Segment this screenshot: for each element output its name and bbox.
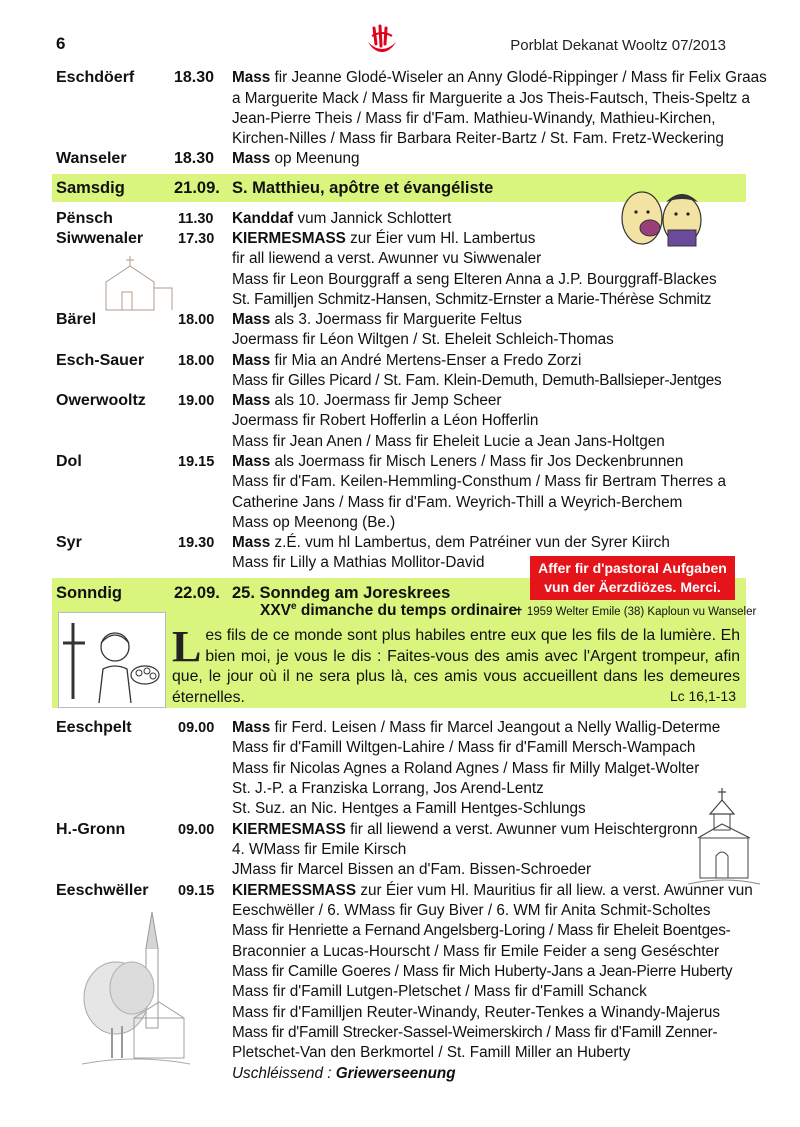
mass-time: 19.30 [178,535,215,551]
place-name: Siwwenaler [56,230,144,247]
closing-line: Uschléissend : Griewerseenung [232,1065,456,1082]
place-name: Dol [56,453,82,470]
entry-line: Eeschwëller / 6. WMass fir Guy Biver / 6. WM fir Anita Schmit-Scholtes [232,902,711,919]
figures-icon [616,182,710,248]
place-name: Pënsch [56,210,113,227]
entry-line: Mass fir Nicolas Agnes a Roland Agnes / Mass fir Milly Malget-Wolter [232,760,700,777]
mass-time: 18.00 [178,353,215,369]
band-title: S. Matthieu, apôtre et évangéliste [232,179,494,197]
church-sketch-icon [100,252,178,312]
mass-time: 19.15 [178,454,215,470]
place-name: Wanseler [56,150,127,167]
entry-line: Mass fir Ferd. Leisen / Mass fir Marcel Jeangout a Nelly Wallig-Determe [232,719,721,736]
entry-line: Jean-Pierre Theis / Mass fir d'Fam. Mathieu-Winandy, Mathieu-Kirchen, [232,110,716,127]
place-name: Eschdöerf [56,69,135,86]
entry-line: Mass fir d'Familljen Reuter-Winandy, Reuter-Tenkes a Winandy-Majerus [232,1004,721,1021]
entry-line: Kirchen-Nilles / Mass fir Barbara Reiter-Bartz / St. Fam. Fretz-Weckering [232,130,724,147]
entry-line: Mass fir Jean Anen / Mass fir Eheleit Lucie a Jean Jans-Holtgen [232,433,665,450]
entry-line: JMass fir Marcel Bissen an d'Fam. Bissen-Schroeder [232,861,592,878]
mass-time: 19.00 [178,393,215,409]
memorial-note: ✝ 1959 Welter Emile (38) Kaploun vu Wanseler [514,606,757,618]
entry-line: Mass fir Henriette a Fernand Angelsberg-Loring / Mass fir Eheleit Boentges- [232,922,731,939]
cross-and-figure-icon [59,613,165,707]
entry-line: Mass fir d'Famill Lutgen-Pletschet / Mass fir d'Famill Schanck [232,983,647,1000]
place-name: Syr [56,534,82,551]
band-day: Sonndig [56,584,122,602]
entry-line: Catherine Jans / Mass fir d'Fam. Weyrich-Thill a Weyrich-Berchem [232,494,683,511]
entry-line: Mass als Joermass fir Misch Leners / Mass fir Jos Deckenbrunnen [232,453,684,470]
mass-time: 18.00 [178,312,215,328]
gospel-quote: Les fils de ce monde sont plus habiles entre eux que les fils de la lumière. Eh bien moi, je vous le dis : Faites-vous des amis avec l'Argent trompeur, afin que, le jour où il ne sera plus là, ces amis vous accueillent dans les demeures éternelles. [172,622,740,706]
entry-line: KIERMESMASS fir all liewend a verst. Awunner vum Heischtergronn [232,821,698,838]
collection-notice: Affer fir d'pastoral Aufgaben vun der Äerzdiözes. Merci. [530,556,735,600]
band-title: 25. Sonndeg am Joreskrees [232,584,451,602]
entry-line: Mass z.É. vum hl Lambertus, dem Patréiner vun der Syrer Kiirch [232,534,670,551]
entry-line: Joermass fir Léon Wiltgen / St. Eheleit Schleich-Thomas [232,331,614,348]
logo [364,22,400,58]
entry-line: Joermass fir Robert Hofferlin a Léon Hofferlin [232,412,539,429]
saints-illustration [616,182,710,248]
mass-time: 09.00 [178,822,215,838]
mass-time: 09.00 [178,720,215,736]
mass-time: 18.30 [174,69,215,86]
entry-line: Mass fir Leon Bourggraff a seng Elteren Anna a J.P. Bourggraff-Blackes [232,271,717,288]
entry-line: Mass fir d'Fam. Keilen-Hemmling-Consthum / Mass fir Bertram Therres a [232,473,726,490]
band-date: 21.09. [174,179,220,197]
band-day: Samsdig [56,179,125,197]
drop-cap: L [172,622,202,671]
dekanat-logo-icon [364,22,400,58]
chapel-sketch [688,786,760,886]
entry-line: KIERMESSMASS zur Éier vum Hl. Mauritius fir all liew. a verst. Awunner vun [232,882,753,899]
mass-time: 11.30 [178,211,214,227]
entry-line: St. J.-P. a Franziska Lorrang, Jos Arend-Lentz [232,780,544,797]
mass-time: 09.15 [178,883,215,899]
entry-line: fir all liewend a verst. Awunner vu Siwwenaler [232,250,542,267]
entry-line: Mass fir Camille Goeres / Mass fir Mich Huberty-Jans a Jean-Pierre Huberty [232,963,733,980]
mass-time: 17.30 [178,231,215,247]
place-name: Owerwooltz [56,392,146,409]
gospel-illustration [58,612,166,708]
entry-line: KIERMESMASS zur Éier vum Hl. Lambertus [232,230,536,247]
gospel-citation: Lc 16,1-13 [669,688,736,704]
entry-line: Braconnier a Lucas-Hourscht / Mass fir Emile Feider a seng Geséschter [232,943,720,960]
entry-line: Mass als 10. Joermass fir Jemp Scheer [232,392,502,409]
band-date: 22.09. [174,584,220,602]
church-tree-icon [82,908,190,1068]
page-number: 6 [56,34,66,53]
entry-line: Mass als 3. Joermass fir Marguerite Feltus [232,311,522,328]
entry-line: a Marguerite Mack / Mass fir Marguerite a Jos Theis-Fautsch, Theis-Speltz a [232,90,751,107]
entry-line: Mass fir Mia an André Mertens-Enser a Fredo Zorzi [232,352,582,369]
entry-line: St. Familljen Schmitz-Hansen, Schmitz-Ernster a Marie-Thérèse Schmitz [232,291,712,308]
place-name: Esch-Sauer [56,352,145,369]
entry-line: Mass fir Jeanne Glodé-Wiseler an Anny Glodé-Rippinger / Mass fir Felix Graas [232,69,767,86]
entry-line: Mass fir Lilly a Mathias Mollitor-David [232,554,485,571]
eeschweller-church-sketch [82,908,190,1068]
entry-line: Pletschet-Van den Berkmortel / St. Famill Miller an Huberty [232,1044,631,1061]
entry-line: Mass op Meenong (Be.) [232,514,396,531]
entry-line: Mass fir Gilles Picard / St. Fam. Klein-Demuth, Demuth-Ballsieper-Jentges [232,372,722,389]
entry-line: 4. WMass fir Emile Kirsch [232,841,407,858]
mass-time: 18.30 [174,150,215,167]
chapel-icon [688,786,760,886]
place-name: H.-Gronn [56,821,126,838]
entry-line: Kanddaf vum Jannick Schlottert [232,210,452,227]
sunday-subtitle: XXVe dimanche du temps ordinaire [260,601,518,620]
entry-line: Mass fir d'Famill Strecker-Sassel-Weimerskirch / Mass fir d'Famill Zenner- [232,1024,718,1041]
entry-line: Mass op Meenung [232,150,360,167]
publication-title: Porblat Dekanat Wooltz 07/2013 [510,37,726,54]
entry-line: Mass fir d'Famill Wiltgen-Lahire / Mass fir d'Famill Mersch-Wampach [232,739,696,756]
entry-line: St. Suz. an Nic. Hentges a Famill Hentges-Schlungs [232,800,586,817]
place-name: Eeschwëller [56,882,149,899]
siwwenaler-church-sketch [100,252,178,312]
place-name: Eeschpelt [56,719,132,736]
place-name: Bärel [56,311,97,328]
